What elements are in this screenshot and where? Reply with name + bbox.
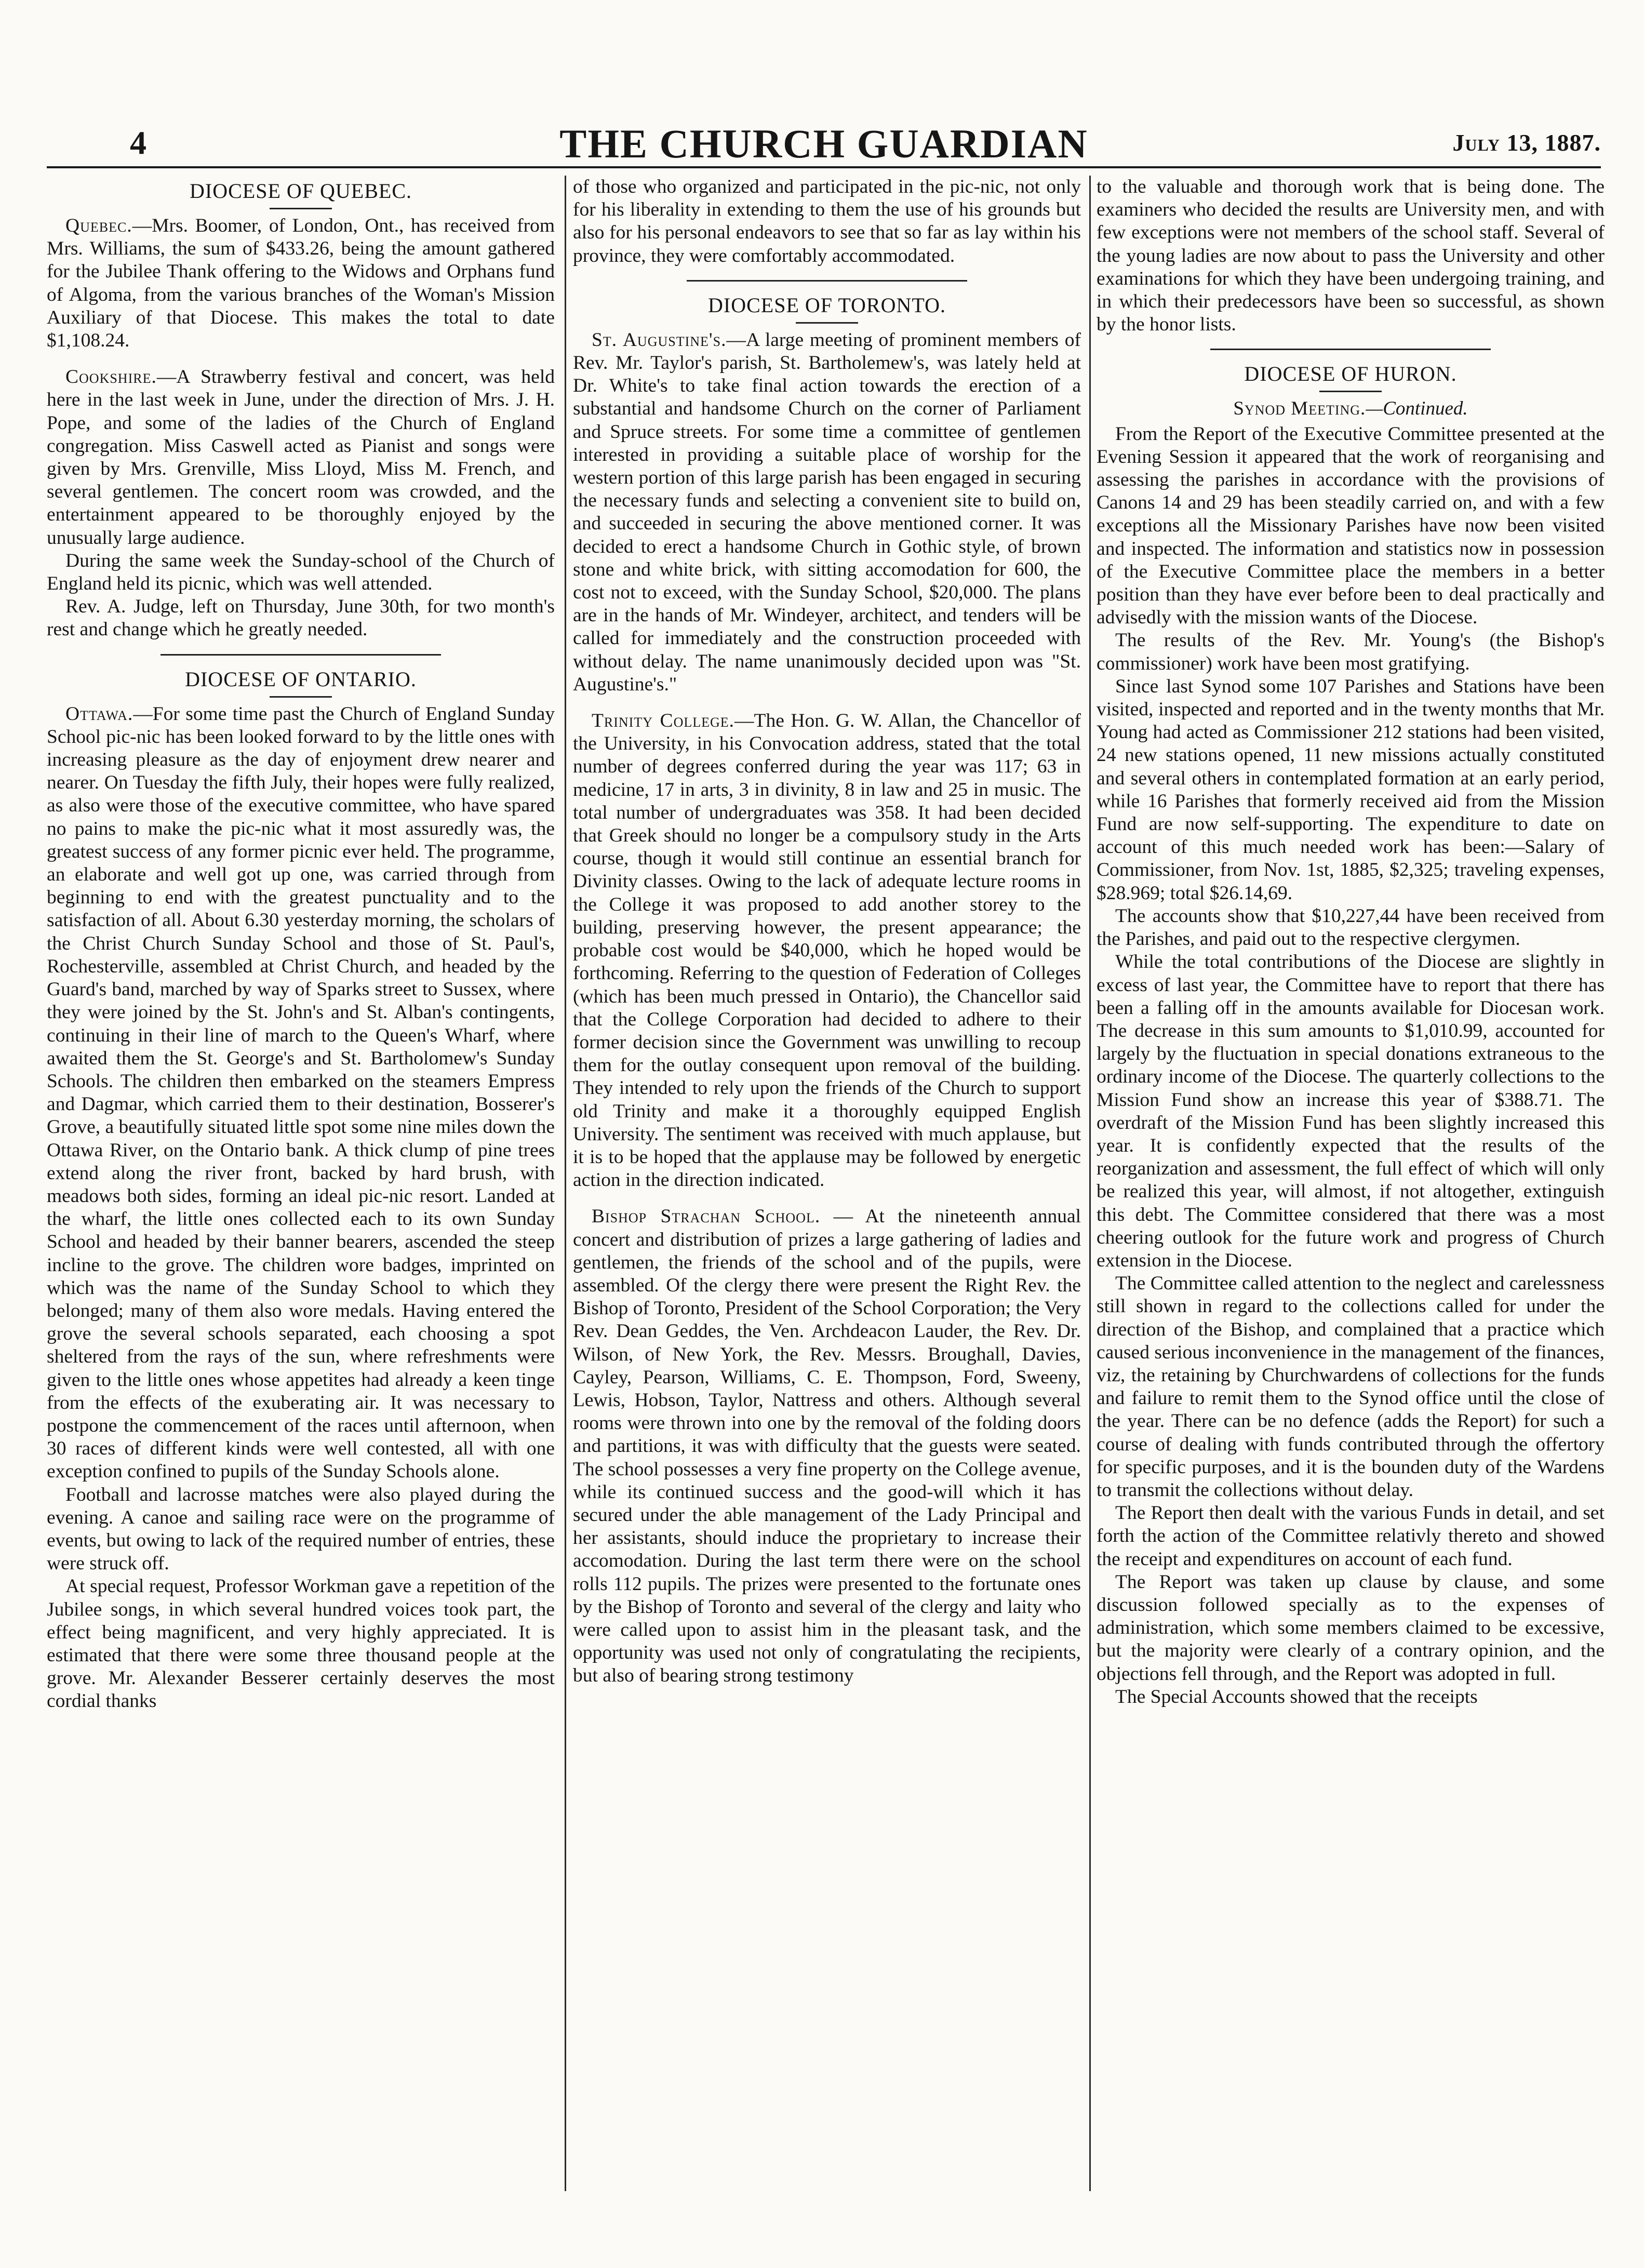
subheading-continued: —Continued. [1366, 398, 1468, 420]
article-st-augustines [573, 329, 1081, 696]
paragraph-continued: of those who organized and participated in the pic-nic, not only for his liberality in extending to them the use of his grounds but also for his personal endeavors to see that so far as lay within his province, they were comfortably accommodated. [573, 176, 1081, 266]
heading-rule [1319, 391, 1382, 392]
column-divider [565, 176, 566, 2191]
heading-rule [796, 322, 858, 324]
article-text: —A Strawberry festival and concert, was held here in the last week in June, under the direction of Mrs. J. H. Pope, and some of the ladies of the Church of England congregation. Miss Caswell acted as Pianist and songs were given by Mrs. Grenville, Miss Lloyd, Miss M. French, and several gentlemen. The concert room was crowded, and the entertainment appeared to be thoroughly enjoyed by the unusually large audience. [47, 366, 555, 549]
article-text: —Mrs. Boomer, of London, Ont., has received from Mrs. Williams, the sum of $433.26, being the amount gathered for the Jubilee Thank offering to the Widows and Orphans fund of Algoma, from the various branches of the Woman's Mission Auxiliary of that Diocese. This makes the total to date $1,108.24. [47, 215, 555, 352]
paragraph: During the same week the Sunday-school of the Church of England held its picnic, which was well attended. [47, 550, 555, 595]
subheading-lead: Synod Meeting. [1233, 398, 1366, 420]
article-text: —The Hon. G. W. Allan, the Chancellor of the University, in his Convocation address, stated that the total number of degrees conferred during the year was 117; 63 in medicine, 17 in arts, 3 in divinity, 8 in law and 25 in music. The total number of undergraduates was 358. It had been decided that Greek should no longer be a compulsory study in the Arts course, though it would still continue an essential branch for Divinity classes. Owing to the lack of adequate lecture rooms in the College it was proposed to add another storey to the building, preserving however, the present appearance; the probable cost would be $40,000, which he hoped would be forthcoming. Referring to the question of Federation of Colleges (which has been much pressed in Ontario), the Chancellor said that the College Corporation had decided to adhere to their former decision since the Government was unwilling to recoup them for the outlay consequent upon removal of the building. They intended to rely upon the friends of the Church to support old Trinity and make it a thoroughly equipped English University. The sentiment was received with much applause, but it is to be hoped that the applause may be followed by energetic action in the direction indicated. [573, 710, 1081, 1191]
article-cookshire [47, 366, 555, 550]
article-ottawa [47, 703, 555, 1484]
paragraph: Football and lacrosse matches were also played during the evening. A canoe and sailing race were on the programme of events, but owing to lack of the required number of entries, these were struck off. [47, 1484, 555, 1575]
heading-rule [270, 208, 332, 209]
column-3 [1097, 176, 1605, 2222]
article-lead: Ottawa. [65, 703, 133, 725]
article-lead: Cookshire. [65, 366, 157, 388]
section-rule [1210, 349, 1491, 350]
heading-rule [270, 696, 332, 698]
paragraph: The Report then dealt with the various Funds in detail, and set forth the action of the Committee relativly thereto and showed the receipt and expenditures on account of each fund. [1097, 1502, 1605, 1570]
paragraph: Rev. A. Judge, left on Thursday, June 30th, for two month's rest and change which he greatly needed. [47, 596, 555, 641]
section-heading-huron: DIOCESE OF HURON. [1244, 362, 1457, 386]
paragraph: At special request, Professor Workman gave a repetition of the Jubilee songs, in which several hundred voices took part, the effect being magnificent, and very highly appreciated. It is estimated that there were some three thousand people at the grove. Mr. Alexander Besserer certainly deserves the most cordial thanks [47, 1576, 555, 1712]
section-heading-ontario: DIOCESE OF ONTARIO. [185, 667, 417, 691]
article-text: —For some time past the Church of England Sunday School pic-nic has been looked forward to by the little ones with increasing pleasure as the day of enjoyment drew nearer and nearer. On Tuesday the fifth July, their hopes were fully realized, as also were those of the executive committee, who have spared no pains to make the pic-nic what it most assuredly was, the greatest success of any former picnic ever held. The programme, an elaborate and well got up one, was carried through from beginning to end with the greatest punctuality and to the satisfaction of all. About 6.30 yesterday morning, the scholars of the Christ Church Sunday School and those of St. Paul's, Rochesterville, assembled at Christ Church, and headed by the Guard's band, marched by way of Sparks street to Sussex, where they were joined by the St. John's and St. Alban's contingents, continuing in their line of march to the Queen's Wharf, where awaited them the St. George's and St. Bartholomew's Sunday Schools. The children then embarked on the steamers Empress and Dagmar, which carried them to their destination, Bosserer's Grove, a beautifully situated little spot some nine miles down the Ottawa River, on the Ontario bank. A thick clump of pine trees extend along the river front, backed by hard brush, with meadows both sides, forming an ideal pic-nic resort. Landed at the wharf, the little ones collected each to its own Sunday School and headed by their banner bearers, ascended the steep incline to the grove. The children wore badges, imprinted on which was the name of the Sunday School to which they belonged; many of them also wore medals. Having entered the grove the several schools separated, each choosing a spot sheltered from the rays of the sun, where refreshments were given to the little ones whose appetites had already a keen tinge from the effects of the exuberating air. It was necessary to postpone the commencement of the races until afternoon, when 30 races of different kinds were well contested, all with one exception confined to pupils of the Sunday Schools alone. [47, 703, 555, 1483]
paragraph: From the Report of the Executive Committee presented at the Evening Session it appeared that the work of reorganising and assessing the parishes in accordance with the provisions of Canons 14 and 29 has been steadily carried on, and with a few exceptions all the Missionary Parishes have now been visited and inspected. The information and statistics now in possession of the Executive Committee place the members in a better position than they have ever before been to deal practically and advisedly with the mission wants of the Diocese. [1097, 423, 1605, 629]
article-bishop-strachan [573, 1205, 1081, 1687]
paragraph: While the total contributions of the Diocese are slightly in excess of last year, the Committee have to report that there has been a falling off in the amounts available for Diocesan work. The decrease in this sum amounts to $1,010.99, accounted for largely by the fluctuation in special donations extraneous to the ordinary income of the Diocese. The quarterly collections to the Mission Fund show an increase this year of $388.71. The overdraft of the Mission Fund has been slightly increased this year. It is confidently expected that the results of the reorganization and assessment, the full effect of which will only be realized this year, will almost, if not altogether, extinguish this debt. The Committee considered that there was a most cheering outlook for the future work and progress of Church extension in the Diocese. [1097, 951, 1605, 1271]
newspaper-title: THE CHURCH GUARDIAN [559, 121, 1088, 166]
section-heading-quebec: DIOCESE OF QUEBEC. [189, 179, 412, 203]
article-lead: Trinity College. [592, 710, 735, 732]
column-1 [47, 176, 555, 2222]
spacer [47, 352, 555, 366]
article-text: — At the nineteenth annual concert and distribution of prizes a large gathering of ladies and gentlemen, the friends of the school and of the pupils, were assembled. Of the clergy there were present the Right Rev. the Bishop of Toronto, President of the School Corporation; the Very Rev. Dean Geddes, the Ven. Archdeacon Lauder, the Rev. Dr. Wilson, of New York, the Rev. Messrs. Broughall, Davies, Cayley, Pearson, Williams, C. E. Thompson, Ford, Sweeny, Lewis, Hobson, Taylor, Nattress and others. Although several rooms were thrown into one by the removal of the folding doors and partitions, it was with difficulty that the guests were seated. The school possesses a very fine property on the College avenue, while its continued success and the good-will which it has secured under the able management of the Lady Principal and her assistants, should induce the proprietary to increase their accomodation. During the last term there were on the school rolls 112 pupils. The prizes were presented to the fortunate ones by the Bishop of Toronto and several of the clergy and laity who were called upon to assist him in the pleasant task, and the opportunity was used not only of congratulating the recipients, but also of bearing strong testimony [573, 1206, 1081, 1687]
paragraph: The accounts show that $10,227,44 have been received from the Parishes, and paid out to the respective clergymen. [1097, 905, 1605, 950]
spacer [573, 696, 1081, 710]
article-lead: Quebec. [65, 215, 132, 236]
section-rule [687, 280, 967, 282]
column-2 [573, 176, 1081, 2222]
article-lead: Bishop Strachan School. [592, 1206, 821, 1228]
paragraph: The Committee called attention to the neglect and carelessness still shown in regard to the collections called for under the direction of the Bishop, and complained that a practice which caused serious inconvenience in the management of the finances, viz, the retaining by Churchwardens of collections for the funds and failure to remit them to the Synod office until the close of the year. There can be no defence (adds the Report) for such a course of dealing with funds contributed through the offertory for specific purposes, and it is the bounden duty of the Wardens to transmit the collections without delay. [1097, 1273, 1605, 1501]
section-heading-toronto: DIOCESE OF TORONTO. [708, 293, 946, 317]
paragraph: Since last Synod some 107 Parishes and Stations have been visited, inspected and reported and in the twenty months that Mr. Young had acted as Commissioner 212 stations had been visited, 24 new stations opened, 11 new missions actually constituted and several others in contemplated formation at an early period, while 16 Parishes that formerly received aid from the Mission Fund are now self-supporting. The expenditure to date on account of this much needed work has been:—Salary of Commissioner, from Nov. 1st, 1885, $2,325; traveling expenses, $28.969; total $26.14,69. [1097, 675, 1605, 904]
page-number: 4 [130, 124, 146, 161]
column-divider [1089, 176, 1091, 2191]
subheading-synod [1097, 397, 1605, 420]
article-text: —A large meeting of prominent members of Rev. Mr. Taylor's parish, St. Bartholemew's, was lately held at Dr. White's to take final action towards the erection of a substantial and handsome Church on the corner of Parliament and Spruce streets. For some time a committee of gentlemen interested in providing a suitable place of worship for the western portion of this large parish has been engaged in securing the necessary funds and selecting a convenient site to build on, and succeeded in securing the above mentioned corner. It was decided to erect a handsome Church in Gothic style, of brown stone and white brick, with sitting accomodation for 600, the cost not to exceed, with the Sunday School, $20,000. The plans are in the hands of Mr. Windeyer, architect, and tenders will be called for immediately and the construction proceeded with without delay. The name unanimously decided upon was "St. Augustine's." [573, 329, 1081, 695]
paragraph: The Report was taken up clause by clause, and some discussion followed specially as to the expenses of administration, which some members claimed to be excessive, but the majority were clearly of a contrary opinion, and the objections fell through, and the Report was adopted in full. [1097, 1571, 1605, 1685]
paragraph: The results of the Rev. Mr. Young's (the Bishop's commissioner) work have been most gratifying. [1097, 630, 1605, 674]
paragraph: The Special Accounts showed that the receipts [1115, 1686, 1478, 1707]
article-lead: St. Augustine's. [592, 329, 727, 351]
article-quebec [47, 215, 555, 352]
section-rule [161, 654, 441, 656]
masthead [47, 121, 1601, 168]
issue-date: July 13, 1887. [1452, 129, 1601, 156]
paragraph-continued: to the valuable and thorough work that is being done. The examiners who decided the results are University men, and with few exceptions were not members of the school staff. Several of the young ladies are now about to pass the University and other examinations for which they have been undergoing training, and in which their predecessors have been so successful, as shown by the honor lists. [1097, 176, 1605, 336]
article-trinity-college [573, 710, 1081, 1192]
spacer [573, 1192, 1081, 1205]
